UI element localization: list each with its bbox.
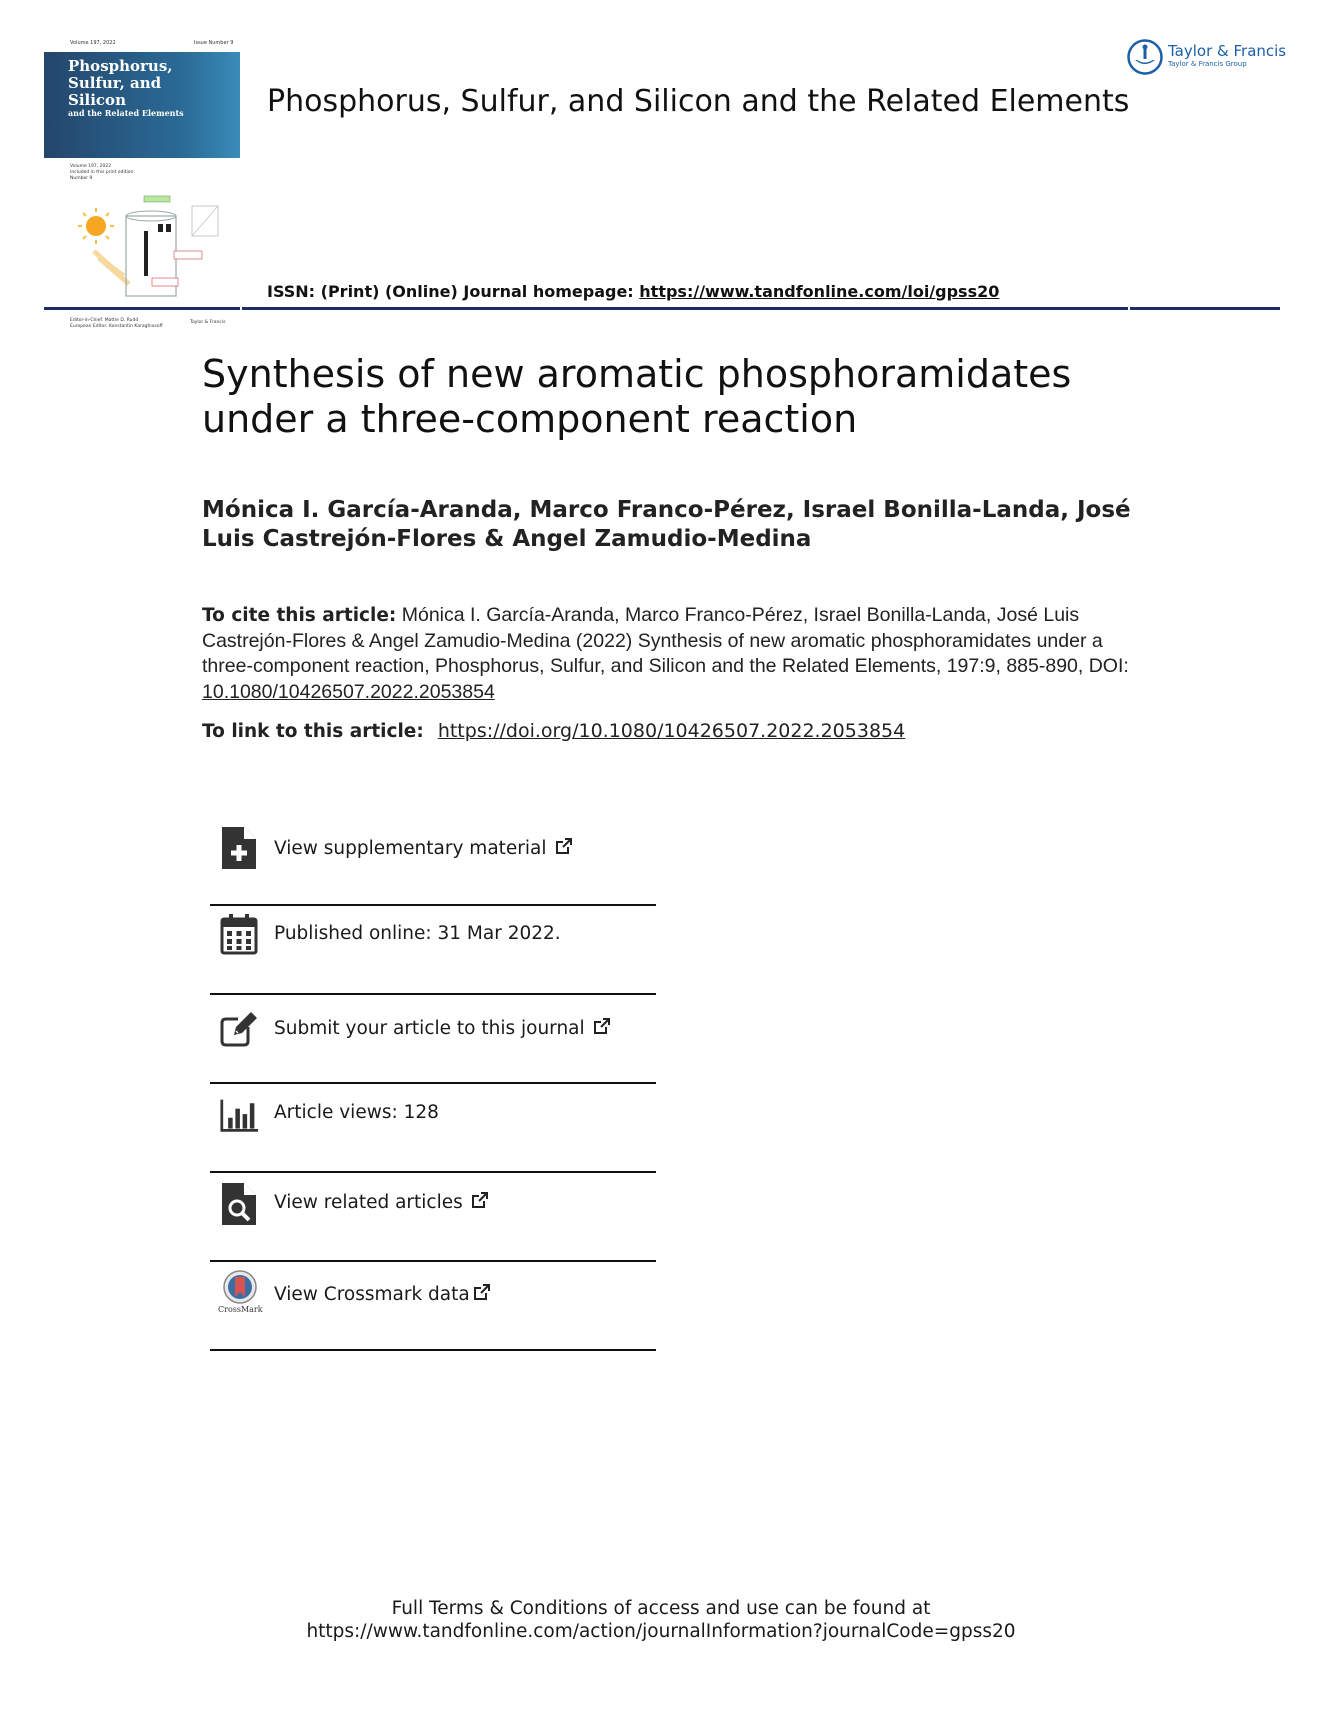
header-divider <box>44 307 1280 310</box>
cite-text: Mónica I. García-Aranda, Marco Franco-Pérez, Israel Bonilla-Landa, José Luis Castrejón-Flores & Angel Zamudio-Medina (2022) Synthesis of new aromatic phosphoramidates under a three-component reaction, Phosphorus, Sulfur, and Silicon and the Related Elements, 197:9, 885-890, DOI: <box>202 604 1129 677</box>
sun-icon <box>86 216 106 236</box>
crossmark-label <box>274 1283 491 1305</box>
doi-link[interactable]: 10.1080/10426507.2022.2053854 <box>202 680 495 703</box>
cover-title-line: Phosphorus, <box>68 57 173 75</box>
cover-title-line: Sulfur, and <box>68 74 162 92</box>
issn-line <box>267 282 999 301</box>
bar-chart-icon <box>220 1094 258 1136</box>
cover-info-line: Number 9 <box>70 176 93 181</box>
published-label: Published online: 31 Mar 2022. <box>274 923 561 944</box>
crossmark-icon <box>220 1270 260 1304</box>
divider-gap <box>1128 307 1130 310</box>
search-document-icon <box>220 1183 258 1225</box>
taylor-francis-logo[interactable] <box>1126 38 1286 80</box>
issn-text: ISSN: (Print) (Online) Journal homepage: <box>267 282 640 301</box>
submit-text: Submit your article to this journal <box>274 1018 585 1039</box>
article-link-block <box>202 720 1142 742</box>
cite-label: To cite this article: <box>202 605 397 626</box>
journal-title: Phosphorus, Sulfur, and Silicon and the Related Elements <box>267 84 1130 119</box>
cover-top-strip <box>44 36 240 52</box>
cover-title-subline: and the Related Elements <box>68 108 184 118</box>
cover-volume: Volume 197, 2022 <box>70 40 116 46</box>
external-link-icon <box>473 1283 491 1301</box>
submit-label <box>274 1017 611 1039</box>
cover-editors <box>70 318 230 330</box>
related-label <box>274 1191 489 1213</box>
terms-footer <box>0 1597 1322 1643</box>
crossmark-logo-text: CrossMark <box>218 1305 263 1314</box>
related-text: View related articles <box>274 1192 463 1213</box>
supplementary-text: View supplementary material <box>274 838 547 859</box>
journal-cover <box>44 36 240 329</box>
external-link-icon <box>593 1017 611 1035</box>
cover-title-line: Silicon <box>68 91 126 109</box>
cover-editor-line: European Editor: Konstantin Karaghiosoff <box>70 324 163 329</box>
file-plus-icon <box>220 827 258 869</box>
publisher-subname: Taylor & Francis Group <box>1168 60 1247 68</box>
link-label: To link to this article: <box>202 721 424 742</box>
publisher-name: Taylor & Francis <box>1168 42 1287 60</box>
article-authors: Mónica I. García-Aranda, Marco Franco-Pérez, Israel Bonilla-Landa, José Luis Castrejón-Flores & Angel Zamudio-Medina <box>202 497 1131 552</box>
calendar-icon <box>220 913 258 955</box>
crossmark-logo <box>218 1270 262 1318</box>
cover-title <box>68 58 238 118</box>
crossmark-item[interactable] <box>210 1260 656 1351</box>
footer-line: Full Terms & Conditions of access and use can be found at <box>391 1598 931 1619</box>
supplementary-label <box>274 837 573 859</box>
external-link-icon <box>471 1191 489 1209</box>
related-item[interactable] <box>210 1171 656 1262</box>
citation-block <box>202 603 1142 705</box>
supplementary-item[interactable] <box>210 815 656 906</box>
views-label: Article views: 128 <box>274 1102 439 1123</box>
cover-corner-note: Issue Number 9 <box>194 40 234 46</box>
cover-publisher-mark: Taylor & Francis <box>190 320 226 325</box>
cover-illustration <box>74 196 234 306</box>
cover-info-line: Included in this print edition: <box>70 170 135 175</box>
cover-editor-line: Editor-in-Chief: Mattie D. Rudd <box>70 318 139 323</box>
publisher-logo-icon <box>1126 38 1164 76</box>
submit-item[interactable] <box>210 993 656 1084</box>
external-link-icon <box>555 837 573 855</box>
cover-info <box>70 164 190 182</box>
article-title: Synthesis of new aromatic phosphoramidates under a three-component reaction <box>202 352 1072 441</box>
divider-gap <box>240 307 242 310</box>
published-item <box>210 904 656 995</box>
footer-terms-url[interactable]: https://www.tandfonline.com/action/journalInformation?journalCode=gpss20 <box>306 1621 1016 1642</box>
article-doi-url[interactable]: https://doi.org/10.1080/10426507.2022.2053854 <box>437 720 906 742</box>
journal-homepage-link[interactable]: https://www.tandfonline.com/loi/gpss20 <box>639 282 1000 301</box>
crossmark-text: View Crossmark data <box>274 1284 470 1305</box>
cover-info-line: Volume 197, 2022 <box>70 164 112 169</box>
views-item <box>210 1082 656 1173</box>
edit-icon <box>220 1007 258 1049</box>
